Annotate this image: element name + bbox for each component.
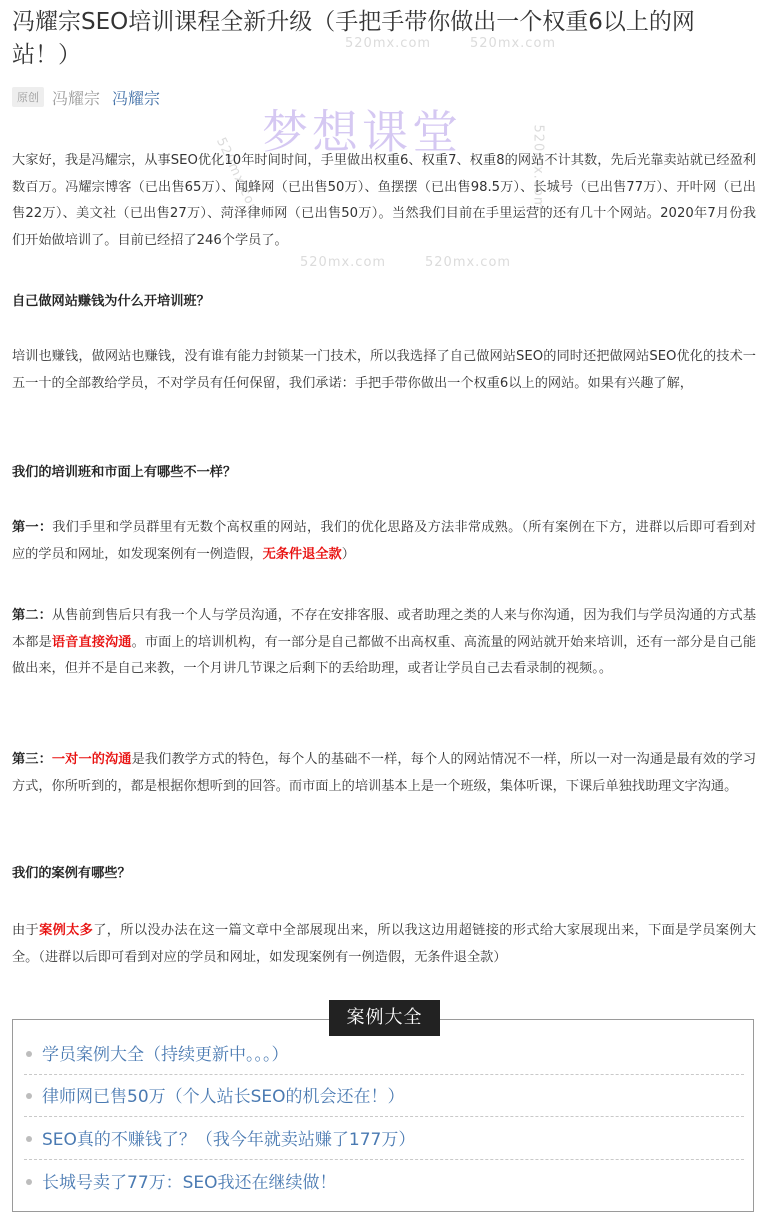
article-meta bbox=[12, 86, 160, 108]
article-title: 冯耀宗SEO培训课程全新升级（手把手带你做出一个权重6以上的网站！） bbox=[12, 9, 695, 68]
section-heading: 我们的培训班和市面上有哪些不一样？ bbox=[12, 465, 237, 480]
bullet-icon bbox=[26, 1179, 32, 1185]
paragraph: 培训也赚钱，做网站也赚钱，没有谁有能力封锁某一门技术，所以我选择了自己做网站SEO的同时还把做网站SEO优化的技术一五一十的全部教给学员，不对学员有任何保留，我们承诺：手把手带你做出一个权重6以上的网站。如果有兴趣了解， bbox=[12, 349, 756, 391]
watermark-text: 520mx.com bbox=[300, 255, 387, 270]
original-badge: 原创 bbox=[12, 87, 44, 107]
intro-paragraph: 大家好，我是冯耀宗，从事SEO优化10年时间时间，手里做出权重6、权重7、权重8的网站不计其数，先后光靠卖站就已经盈利数百万。冯耀宗博客（已出售65万）、闻蜂网（已出售50万）、鱼摆摆（已出售98.5万）、长城号（已出售77万）、开叶网（已出售22万）、美文社（已出售27万）、菏泽律师网（已出售50万）。当然我们目前在手里运营的还有几十个网站。2020年7月份我们开始做培训了。目前已经招了246个学员了。 bbox=[12, 153, 756, 248]
author-link[interactable]: 冯耀宗 bbox=[112, 88, 161, 108]
case-link[interactable] bbox=[24, 1035, 744, 1075]
point-three bbox=[12, 747, 756, 800]
highlight-text: 一对一的沟通 bbox=[51, 752, 132, 767]
bullet-icon bbox=[26, 1093, 32, 1099]
case-link[interactable] bbox=[24, 1077, 744, 1117]
point-text: 我们手里和学员群里有无数个高权重的网站，我们的优化思路及方法非常成熟。（所有案例在下方，进群以后即可看到对应的学员和网址，如发现案例有一例造假， bbox=[12, 520, 757, 562]
watermark-text: 520mx.com bbox=[345, 36, 432, 51]
case-link-text: 学员案例大全（持续更新中。。。） bbox=[42, 1045, 289, 1065]
bullet-icon bbox=[26, 1051, 32, 1057]
cases-text: 了，所以没办法在这一篇文章中全部展现出来，所以我这边用超链接的形式给大家展现出来，下面是学员案例大全。（进群以后即可看到对应的学员和网址，如发现案例有一例造假，无条件退全款） bbox=[12, 923, 757, 965]
case-link[interactable] bbox=[24, 1163, 744, 1203]
watermark-logo: 梦想课堂 bbox=[262, 105, 462, 159]
watermark-text: 520mx.com bbox=[213, 135, 264, 220]
highlight-text: 无条件退全款 bbox=[262, 546, 342, 562]
point-two bbox=[12, 603, 756, 683]
point-label: 第二： bbox=[12, 608, 52, 623]
case-link-text: SEO真的不赚钱了？（我今年就卖站赚了177万） bbox=[42, 1130, 416, 1150]
point-end: 。市面上的培训机构，有一部分是自己都做不出高权重、高流量的网站就开始来培训，还有一部分是自己能做出来，但并不是自己来教，一个月讲几节课之后剩下的丢给助理，或者让学员自己去看录制的视频。。 bbox=[12, 634, 757, 676]
bullet-icon bbox=[26, 1136, 32, 1142]
point-label: 第三： bbox=[12, 752, 52, 767]
cases-paragraph bbox=[12, 918, 756, 971]
watermark-text: 520mx.com bbox=[425, 255, 512, 270]
watermark-text: 520mx.com bbox=[470, 36, 557, 51]
case-link[interactable] bbox=[24, 1120, 744, 1160]
point-text: 从售前到售后只有我一个人与学员沟通，不存在安排客服、或者助理之类的人来与你沟通，因为我们与学员沟通的方式基本都是 bbox=[12, 608, 757, 650]
section-heading: 自己做网站赚钱为什么开培训班？ bbox=[12, 294, 210, 309]
case-link-text: 长城号卖了77万：SEO我还在继续做！ bbox=[42, 1173, 337, 1193]
highlight-text: 语音直接沟通 bbox=[51, 634, 132, 650]
point-end: ） bbox=[341, 546, 355, 562]
cases-box-title: 案例大全 bbox=[329, 1000, 440, 1036]
point-one bbox=[12, 515, 756, 568]
watermark-text: 520mx.com bbox=[530, 124, 546, 211]
highlight-text: 案例太多 bbox=[39, 923, 94, 938]
section-heading: 我们的案例有哪些？ bbox=[12, 866, 131, 881]
case-link-text: 律师网已售50万（个人站长SEO的机会还在！） bbox=[42, 1087, 405, 1107]
point-text: 是我们教学方式的特色，每个人的基础不一样，每个人的网站情况不一样，所以一对一沟通是最有效的学习方式，你所听到的，都是根据你想听到的回答。而市面上的培训基本上是一个班级，集体听课，下课后单独找助理文字沟通。 bbox=[12, 752, 757, 794]
point-label: 第一： bbox=[12, 520, 53, 535]
cases-pre: 由于 bbox=[12, 923, 40, 938]
author-name: 冯耀宗 bbox=[52, 88, 101, 108]
